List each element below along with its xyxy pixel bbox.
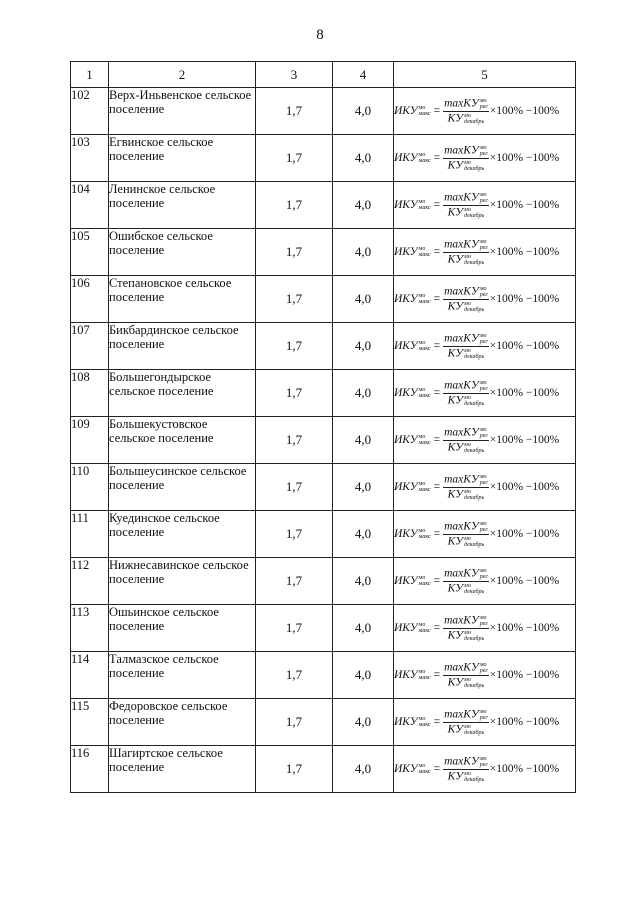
settlement-name: Ленинское сельское поселение <box>109 182 256 229</box>
formula-lhs-sub: макс <box>418 346 431 352</box>
value-col-4: 4,0 <box>333 605 394 652</box>
formula-denominator: KУ <box>447 441 464 454</box>
formula-num-sub: рег <box>479 338 488 345</box>
value-col-4: 4,0 <box>333 229 394 276</box>
formula-num-sup: мо <box>479 520 487 527</box>
row-number: 111 <box>71 511 109 558</box>
formula-lhs: ИКУ <box>394 622 418 634</box>
formula-equals: = <box>433 481 441 493</box>
value-col-3: 1,7 <box>256 652 333 699</box>
formula-lhs-sup: мо <box>418 669 426 675</box>
formula-lhs-sub: макс <box>418 581 431 587</box>
formula-cell <box>394 370 576 417</box>
value-col-3: 1,7 <box>256 276 333 323</box>
formula-cell <box>394 511 576 558</box>
formula-denominator: KУ <box>447 300 464 313</box>
formula-equals: = <box>433 105 441 117</box>
formula-numerator: maxKУ <box>444 191 479 204</box>
formula-equals: = <box>433 528 441 540</box>
table-row <box>71 276 576 323</box>
settlement-name: Большеусинское сельское поселение <box>109 464 256 511</box>
table-row <box>71 88 576 135</box>
formula-num-sup: мо <box>479 379 487 386</box>
formula-fraction <box>443 474 489 501</box>
value-col-3: 1,7 <box>256 323 333 370</box>
formula-fraction <box>443 662 489 689</box>
settlement-name: Шагиртское сельское поселение <box>109 746 256 793</box>
settlement-name: Ошибское сельское поселение <box>109 229 256 276</box>
formula-den-sub: декабрь <box>464 353 485 360</box>
formula-numerator: maxKУ <box>444 755 479 768</box>
value-col-4: 4,0 <box>333 417 394 464</box>
formula-num-sub: рег <box>479 573 488 580</box>
table-row <box>71 511 576 558</box>
formula-lhs: ИКУ <box>394 105 418 117</box>
index-formula <box>394 380 559 407</box>
formula-fraction <box>443 333 489 360</box>
formula-cell <box>394 88 576 135</box>
formula-equals: = <box>433 669 441 681</box>
table-body <box>71 88 576 793</box>
formula-lhs: ИКУ <box>394 293 418 305</box>
formula-num-sup: мо <box>479 661 487 668</box>
index-formula <box>394 662 559 689</box>
formula-num-sub: рег <box>479 432 488 439</box>
value-col-3: 1,7 <box>256 88 333 135</box>
formula-equals: = <box>433 434 441 446</box>
value-col-3: 1,7 <box>256 699 333 746</box>
formula-lhs-sup: мо <box>418 152 426 158</box>
formula-num-sup: мо <box>479 426 487 433</box>
header-row <box>71 62 576 88</box>
formula-tail: ×100% −100% <box>489 434 560 446</box>
formula-den-sub: декабрь <box>464 447 485 454</box>
formula-numerator: maxKУ <box>444 97 479 110</box>
formula-equals: = <box>433 340 441 352</box>
formula-lhs-sup: мо <box>418 434 426 440</box>
formula-equals: = <box>433 763 441 775</box>
table-row <box>71 229 576 276</box>
formula-num-sup: мо <box>479 285 487 292</box>
formula-den-sub: декабрь <box>464 259 485 266</box>
formula-lhs-sup: мо <box>418 528 426 534</box>
formula-equals: = <box>433 622 441 634</box>
formula-num-sub: рег <box>479 620 488 627</box>
formula-numerator: maxKУ <box>444 332 479 345</box>
formula-lhs-sub: макс <box>418 675 431 681</box>
formula-cell <box>394 699 576 746</box>
formula-lhs-sup: мо <box>418 246 426 252</box>
formula-numerator: maxKУ <box>444 473 479 486</box>
formula-lhs: ИКУ <box>394 246 418 258</box>
index-formula <box>394 333 559 360</box>
formula-den-sub: декабрь <box>464 635 485 642</box>
value-col-3: 1,7 <box>256 370 333 417</box>
index-formula <box>394 239 559 266</box>
formula-num-sub: рег <box>479 291 488 298</box>
formula-den-sub: декабрь <box>464 212 485 219</box>
formula-fraction <box>443 568 489 595</box>
formula-den-sup: мо <box>464 535 471 542</box>
formula-cell <box>394 652 576 699</box>
formula-cell <box>394 605 576 652</box>
formula-num-sub: рег <box>479 197 488 204</box>
table-row <box>71 464 576 511</box>
formula-equals: = <box>433 575 441 587</box>
formula-denominator: KУ <box>447 770 464 783</box>
index-formula <box>394 286 559 313</box>
formula-num-sub: рег <box>479 667 488 674</box>
row-number: 109 <box>71 417 109 464</box>
table-row <box>71 135 576 182</box>
formula-numerator: maxKУ <box>444 708 479 721</box>
table-row <box>71 605 576 652</box>
table-row <box>71 558 576 605</box>
formula-cell <box>394 323 576 370</box>
formula-den-sup: мо <box>464 676 471 683</box>
index-formula <box>394 709 559 736</box>
settlement-name: Бикбардинское сельское поселение <box>109 323 256 370</box>
formula-cell <box>394 182 576 229</box>
settlement-name: Федоровское сельское поселение <box>109 699 256 746</box>
formula-lhs: ИКУ <box>394 716 418 728</box>
formula-num-sup: мо <box>479 191 487 198</box>
row-number: 113 <box>71 605 109 652</box>
settlement-name: Большекустовское сельское поселение <box>109 417 256 464</box>
value-col-3: 1,7 <box>256 182 333 229</box>
formula-denominator: KУ <box>447 159 464 172</box>
formula-den-sup: мо <box>464 582 471 589</box>
formula-num-sub: рег <box>479 526 488 533</box>
formula-denominator: KУ <box>447 347 464 360</box>
formula-denominator: KУ <box>447 488 464 501</box>
formula-lhs-sup: мо <box>418 716 426 722</box>
formula-den-sup: мо <box>464 300 471 307</box>
value-col-4: 4,0 <box>333 182 394 229</box>
formula-lhs-sup: мо <box>418 105 426 111</box>
formula-num-sub: рег <box>479 761 488 768</box>
formula-numerator: maxKУ <box>444 144 479 157</box>
formula-lhs-sub: макс <box>418 299 431 305</box>
header-col-1: 1 <box>71 62 109 88</box>
formula-lhs-sub: макс <box>418 252 431 258</box>
header-col-5: 5 <box>394 62 576 88</box>
formula-lhs-sup: мо <box>418 763 426 769</box>
formula-num-sup: мо <box>479 332 487 339</box>
formula-cell <box>394 464 576 511</box>
index-formula <box>394 568 559 595</box>
formula-den-sup: мо <box>464 112 471 119</box>
formula-tail: ×100% −100% <box>489 387 560 399</box>
row-number: 105 <box>71 229 109 276</box>
table-row <box>71 370 576 417</box>
index-formula <box>394 98 559 125</box>
settlement-name: Степановское сельское поселение <box>109 276 256 323</box>
settlement-name: Нижнесавинское сельское поселение <box>109 558 256 605</box>
formula-num-sub: рег <box>479 150 488 157</box>
value-col-3: 1,7 <box>256 135 333 182</box>
formula-num-sup: мо <box>479 614 487 621</box>
formula-lhs-sup: мо <box>418 199 426 205</box>
formula-numerator: maxKУ <box>444 379 479 392</box>
index-formula <box>394 756 559 783</box>
settlement-name: Ошьинское сельское поселение <box>109 605 256 652</box>
formula-fraction <box>443 286 489 313</box>
value-col-3: 1,7 <box>256 511 333 558</box>
formula-denominator: KУ <box>447 676 464 689</box>
row-number: 115 <box>71 699 109 746</box>
formula-numerator: maxKУ <box>444 520 479 533</box>
formula-den-sub: декабрь <box>464 494 485 501</box>
formula-lhs-sub: макс <box>418 158 431 164</box>
formula-den-sub: декабрь <box>464 588 485 595</box>
row-number: 107 <box>71 323 109 370</box>
formula-fraction <box>443 521 489 548</box>
value-col-3: 1,7 <box>256 464 333 511</box>
formula-lhs: ИКУ <box>394 528 418 540</box>
formula-den-sup: мо <box>464 159 471 166</box>
formula-tail: ×100% −100% <box>489 481 560 493</box>
formula-den-sup: мо <box>464 723 471 730</box>
settlement-name: Егвинское сельское поселение <box>109 135 256 182</box>
formula-denominator: KУ <box>447 723 464 736</box>
value-col-4: 4,0 <box>333 323 394 370</box>
formula-denominator: KУ <box>447 253 464 266</box>
formula-numerator: maxKУ <box>444 567 479 580</box>
value-col-4: 4,0 <box>333 558 394 605</box>
formula-den-sub: декабрь <box>464 776 485 783</box>
formula-den-sup: мо <box>464 253 471 260</box>
formula-denominator: KУ <box>447 535 464 548</box>
formula-cell <box>394 135 576 182</box>
formula-tail: ×100% −100% <box>489 763 560 775</box>
value-col-4: 4,0 <box>333 699 394 746</box>
formula-tail: ×100% −100% <box>489 575 560 587</box>
formula-num-sub: рег <box>479 244 488 251</box>
formula-tail: ×100% −100% <box>489 669 560 681</box>
value-col-4: 4,0 <box>333 511 394 558</box>
formula-cell <box>394 746 576 793</box>
formula-lhs: ИКУ <box>394 340 418 352</box>
settlement-name: Большегондырское сельское поселение <box>109 370 256 417</box>
formula-fraction <box>443 615 489 642</box>
index-formula <box>394 192 559 219</box>
formula-den-sub: декабрь <box>464 118 485 125</box>
formula-numerator: maxKУ <box>444 661 479 674</box>
row-number: 103 <box>71 135 109 182</box>
formula-num-sup: мо <box>479 755 487 762</box>
formula-den-sub: декабрь <box>464 729 485 736</box>
table-row <box>71 699 576 746</box>
formula-lhs-sup: мо <box>418 622 426 628</box>
formula-numerator: maxKУ <box>444 426 479 439</box>
formula-equals: = <box>433 246 441 258</box>
formula-tail: ×100% −100% <box>489 152 560 164</box>
formula-lhs: ИКУ <box>394 199 418 211</box>
value-col-4: 4,0 <box>333 746 394 793</box>
formula-lhs-sup: мо <box>418 293 426 299</box>
formula-den-sup: мо <box>464 441 471 448</box>
row-number: 106 <box>71 276 109 323</box>
formula-fraction <box>443 709 489 736</box>
formula-lhs-sup: мо <box>418 481 426 487</box>
formula-num-sup: мо <box>479 144 487 151</box>
index-formula <box>394 474 559 501</box>
formula-fraction <box>443 380 489 407</box>
formula-lhs-sub: макс <box>418 440 431 446</box>
formula-equals: = <box>433 716 441 728</box>
page-number: 8 <box>316 27 324 43</box>
table-row <box>71 746 576 793</box>
value-col-3: 1,7 <box>256 558 333 605</box>
formula-denominator: KУ <box>447 112 464 125</box>
formula-numerator: maxKУ <box>444 614 479 627</box>
formula-denominator: KУ <box>447 394 464 407</box>
formula-lhs: ИКУ <box>394 434 418 446</box>
formula-num-sup: мо <box>479 473 487 480</box>
formula-den-sup: мо <box>464 347 471 354</box>
formula-tail: ×100% −100% <box>489 340 560 352</box>
row-number: 102 <box>71 88 109 135</box>
formula-fraction <box>443 98 489 125</box>
formula-num-sup: мо <box>479 708 487 715</box>
formula-fraction <box>443 427 489 454</box>
formula-fraction <box>443 239 489 266</box>
value-col-3: 1,7 <box>256 605 333 652</box>
formula-den-sub: декабрь <box>464 165 485 172</box>
value-col-3: 1,7 <box>256 229 333 276</box>
formula-tail: ×100% −100% <box>489 293 560 305</box>
formula-fraction <box>443 192 489 219</box>
formula-num-sub: рег <box>479 103 488 110</box>
formula-den-sub: декабрь <box>464 682 485 689</box>
formula-den-sup: мо <box>464 770 471 777</box>
formula-num-sup: мо <box>479 97 487 104</box>
value-col-3: 1,7 <box>256 746 333 793</box>
formula-den-sup: мо <box>464 206 471 213</box>
indices-table <box>70 61 576 793</box>
settlement-name: Куединское сельское поселение <box>109 511 256 558</box>
settlement-name: Верх-Иньвенское сельское поселение <box>109 88 256 135</box>
row-number: 108 <box>71 370 109 417</box>
value-col-4: 4,0 <box>333 370 394 417</box>
formula-lhs: ИКУ <box>394 387 418 399</box>
formula-lhs-sub: макс <box>418 769 431 775</box>
formula-lhs: ИКУ <box>394 152 418 164</box>
formula-lhs-sub: макс <box>418 534 431 540</box>
formula-cell <box>394 417 576 464</box>
formula-cell <box>394 276 576 323</box>
index-formula <box>394 145 559 172</box>
value-col-4: 4,0 <box>333 135 394 182</box>
table-row <box>71 323 576 370</box>
formula-equals: = <box>433 152 441 164</box>
formula-lhs-sup: мо <box>418 340 426 346</box>
formula-lhs: ИКУ <box>394 763 418 775</box>
row-number: 104 <box>71 182 109 229</box>
formula-tail: ×100% −100% <box>489 528 560 540</box>
formula-cell <box>394 558 576 605</box>
formula-lhs-sup: мо <box>418 387 426 393</box>
formula-lhs-sub: макс <box>418 487 431 493</box>
formula-fraction <box>443 145 489 172</box>
formula-denominator: KУ <box>447 629 464 642</box>
formula-numerator: maxKУ <box>444 238 479 251</box>
formula-tail: ×100% −100% <box>489 199 560 211</box>
formula-equals: = <box>433 387 441 399</box>
row-number: 114 <box>71 652 109 699</box>
index-formula <box>394 521 559 548</box>
row-number: 112 <box>71 558 109 605</box>
settlement-name: Талмазское сельское поселение <box>109 652 256 699</box>
formula-den-sub: декабрь <box>464 541 485 548</box>
formula-lhs-sub: макс <box>418 628 431 634</box>
formula-num-sup: мо <box>479 238 487 245</box>
formula-tail: ×100% −100% <box>489 622 560 634</box>
table-row <box>71 652 576 699</box>
value-col-3: 1,7 <box>256 417 333 464</box>
formula-lhs: ИКУ <box>394 575 418 587</box>
formula-lhs-sub: макс <box>418 205 431 211</box>
table-row <box>71 182 576 229</box>
formula-fraction <box>443 756 489 783</box>
formula-numerator: maxKУ <box>444 285 479 298</box>
formula-num-sub: рег <box>479 714 488 721</box>
formula-den-sup: мо <box>464 629 471 636</box>
table-row <box>71 417 576 464</box>
formula-den-sup: мо <box>464 394 471 401</box>
formula-num-sub: рег <box>479 385 488 392</box>
formula-lhs: ИКУ <box>394 669 418 681</box>
formula-lhs-sub: макс <box>418 393 431 399</box>
value-col-4: 4,0 <box>333 652 394 699</box>
formula-den-sub: декабрь <box>464 306 485 313</box>
formula-tail: ×100% −100% <box>489 105 560 117</box>
formula-lhs-sub: макс <box>418 111 431 117</box>
formula-lhs: ИКУ <box>394 481 418 493</box>
header-col-3: 3 <box>256 62 333 88</box>
formula-equals: = <box>433 199 441 211</box>
header-col-4: 4 <box>333 62 394 88</box>
formula-den-sub: декабрь <box>464 400 485 407</box>
index-formula <box>394 427 559 454</box>
formula-num-sub: рег <box>479 479 488 486</box>
formula-num-sup: мо <box>479 567 487 574</box>
index-formula <box>394 615 559 642</box>
value-col-4: 4,0 <box>333 88 394 135</box>
formula-lhs-sub: макс <box>418 722 431 728</box>
formula-equals: = <box>433 293 441 305</box>
formula-tail: ×100% −100% <box>489 246 560 258</box>
row-number: 116 <box>71 746 109 793</box>
row-number: 110 <box>71 464 109 511</box>
formula-tail: ×100% −100% <box>489 716 560 728</box>
value-col-4: 4,0 <box>333 464 394 511</box>
formula-denominator: KУ <box>447 206 464 219</box>
value-col-4: 4,0 <box>333 276 394 323</box>
header-col-2: 2 <box>109 62 256 88</box>
formula-denominator: KУ <box>447 582 464 595</box>
formula-lhs-sup: мо <box>418 575 426 581</box>
formula-cell <box>394 229 576 276</box>
formula-den-sup: мо <box>464 488 471 495</box>
